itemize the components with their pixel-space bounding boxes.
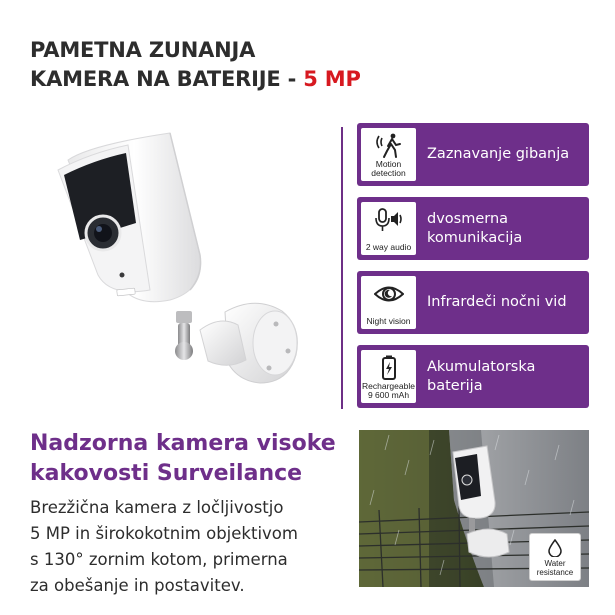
water-resistance-caption xyxy=(530,559,580,577)
water-resistance-badge xyxy=(529,533,581,581)
description-line-2: 5 MP in širokokotnim objektivom xyxy=(30,524,298,543)
description-line-1: Brezžična kamera z ločljivostjo xyxy=(30,498,284,517)
night-vision-icon xyxy=(374,280,404,308)
motion-detection-icon xyxy=(374,132,404,160)
feature-label: Zaznavanje gibanja xyxy=(427,146,570,162)
feature-icon-box xyxy=(361,202,416,255)
feature-list xyxy=(357,123,589,419)
water-drop-icon xyxy=(546,539,564,557)
section-heading-line-1: Nadzorna kamera visoke xyxy=(30,431,336,456)
two-way-audio-icon xyxy=(374,206,404,234)
camera-illustration xyxy=(50,115,320,415)
description-line-4: za obešanje in postavitev. xyxy=(30,576,245,595)
feature-two-way-audio xyxy=(357,197,589,260)
section-heading-line-2: kakovosti Surveilance xyxy=(30,461,303,486)
feature-motion-detection xyxy=(357,123,589,186)
section-heading xyxy=(30,429,350,489)
badge-caption-line-2: resistance xyxy=(536,568,574,577)
description-line-3: s 130° zornim kotom, primerna xyxy=(30,550,288,569)
title-resolution-accent: 5 MP xyxy=(303,67,361,91)
vertical-divider xyxy=(341,127,343,409)
feature-icon-box xyxy=(361,276,416,329)
feature-label: Akumulatorska baterija xyxy=(427,358,536,394)
badge-caption-line-1: Water xyxy=(544,559,566,568)
feature-icon-caption: Night vision xyxy=(366,316,411,326)
title-line-2-main: KAMERA NA BATERIJE - xyxy=(30,67,304,91)
title-line-2 xyxy=(30,65,450,94)
product-description xyxy=(30,495,340,599)
feature-night-vision xyxy=(357,271,589,334)
feature-icon-box xyxy=(361,350,416,403)
feature-label: dvosmerna komunikacija xyxy=(427,210,523,246)
product-title xyxy=(30,36,450,94)
feature-rechargeable-battery xyxy=(357,345,589,408)
feature-icon-caption: Motion detection xyxy=(371,159,406,178)
feature-icon-caption: Rechargeable 9 600 mAh xyxy=(362,381,415,400)
camera-product-image xyxy=(50,115,320,415)
feature-label: Infrardeči nočni vid xyxy=(427,294,567,310)
installed-camera-photo xyxy=(359,430,589,587)
feature-icon-caption: 2 way audio xyxy=(365,242,412,252)
title-line-1: PAMETNA ZUNANJA xyxy=(30,38,256,62)
feature-icon-box xyxy=(361,128,416,181)
rechargeable-battery-icon xyxy=(374,354,404,382)
